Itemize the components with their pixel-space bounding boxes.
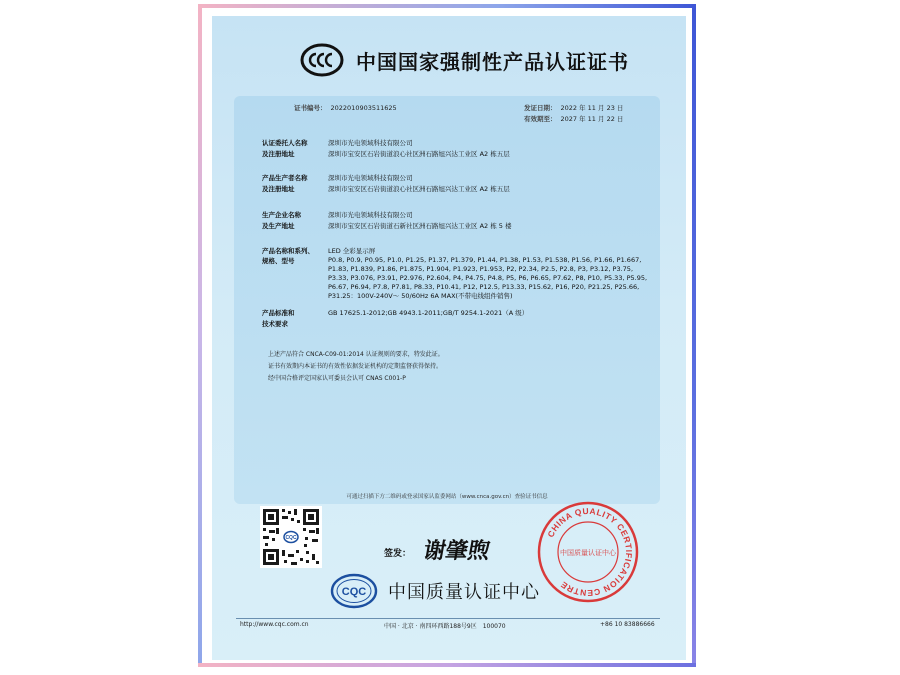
verification-hint: 可通过扫描下方二维码或登录国家认监委网站（www.cnca.gov.cn）查验证书信息	[346, 494, 548, 500]
signature: 谢肇煦	[421, 538, 493, 564]
issuer-name: 中国质量认证中心	[388, 582, 540, 603]
certificate-content-panel	[234, 96, 660, 504]
signature-label: 签发：	[384, 549, 412, 559]
note-line-2: 证书有效期内本证书的有效性依据发证机构的定期监督获得保持。	[268, 363, 443, 370]
product-models: P0.8, P0.9, P0.95, P1.0, P1.25, P1.37, P1.379, P1.44, P1.38, P1.53, P1.538, P1.56, P1.66, P1.667, P1.83, P1.839, P1.86, P1.875, P1.904, P1.923, P1.953, P2, P2.34, P2.5, P2.8, P3, P3.12, P3.75, P3.33, P3.076, P3.91, P2.976, P2.604, P4, P4.75, P4.8, P5, P6, P6.65, P7.62, P8, P10, P5.33, P5.95, P6.67, P6.94, P7.8, P7.81, P8.33, P10.41, P12, P12.5, P13.33, P15.62, P16, P20, P21.25, P25.66, P31.25：100V-240V～ 50/60Hz 6A MAX(不带电线组件销售)	[328, 256, 648, 300]
certificate-number-value: 2022010903511625	[330, 104, 397, 112]
qr-code-icon[interactable]	[260, 506, 322, 568]
frame-top-border	[198, 4, 696, 8]
product-model-label: 规格、型号	[262, 257, 295, 265]
official-seal-icon	[536, 500, 640, 604]
factory-address: 深圳市宝安区石岩街道石新社区洲石路旭兴达工业区 A2 栋 5 楼	[328, 222, 512, 230]
footer-divider	[236, 618, 660, 619]
note-line-1: 上述产品符合 CNCA-C09-01:2014 认证规则的要求，特发此证。	[268, 351, 444, 358]
manufacturer-name: 深圳市光电领域科技有限公司	[328, 174, 413, 182]
cqc-logo-icon	[330, 572, 378, 610]
frame-left-border	[198, 4, 202, 667]
issue-date	[524, 103, 623, 112]
applicant-address-label: 及注册地址	[262, 150, 295, 158]
footer-website[interactable]: http://www.cqc.com.cn	[240, 621, 309, 628]
applicant-address: 深圳市宝安区石岩街道浪心社区洲石路旭兴达工业区 A2 栋五层	[328, 150, 510, 158]
product-name: LED 全彩显示屏	[328, 247, 376, 255]
technical-requirements-label: 技术要求	[262, 320, 288, 328]
factory-name: 深圳市光电领域科技有限公司	[328, 211, 413, 219]
certificate-header	[300, 40, 629, 80]
svg-text:CQC: CQC	[341, 586, 367, 598]
valid-date	[524, 114, 623, 123]
svg-text:CQC: CQC	[285, 535, 297, 541]
factory-address-label: 及生产地址	[262, 222, 295, 230]
issue-date-value: 2022 年 11 月 23 日	[560, 104, 624, 112]
note-line-3: 经中国合格评定国家认可委员会认可 CNAS C001-P	[268, 375, 406, 382]
valid-date-label: 有效期至：	[524, 115, 557, 123]
standard-label: 产品标准和	[262, 309, 295, 317]
valid-date-value: 2027 年 11 月 22 日	[560, 115, 624, 123]
certificate-number	[294, 103, 397, 112]
issue-date-label: 发证日期：	[524, 104, 557, 112]
applicant-label: 认证委托人名称	[262, 139, 308, 147]
standard-value: GB 17625.1-2012;GB 4943.1-2011;GB/T 9254.1-2021（A 级）	[328, 309, 529, 317]
manufacturer-address-label: 及注册地址	[262, 185, 295, 193]
certificate-title: 中国国家强制性产品认证证书	[356, 49, 629, 74]
footer-address: 中国 · 北京 · 南四环西路188号9区 100070	[384, 623, 506, 630]
svg-text:中国质量认证中心: 中国质量认证中心	[560, 549, 616, 557]
svg-text:CHINA QUALITY CERTIFICATION CE: CHINA QUALITY CERTIFICATION CENTRE	[545, 505, 635, 599]
certificate-number-label: 证书编号：	[294, 104, 327, 112]
certificate	[212, 16, 686, 660]
factory-label: 生产企业名称	[262, 211, 301, 219]
issuer-block	[330, 572, 540, 610]
manufacturer-address: 深圳市宝安区石岩街道浪心社区洲石路旭兴达工业区 A2 栋五层	[328, 185, 510, 193]
footer-phone: +86 10 83886666	[600, 621, 655, 628]
ccc-logo-icon	[300, 43, 344, 77]
applicant-name: 深圳市光电领域科技有限公司	[328, 139, 413, 147]
svg-text:CCC: CCC	[322, 76, 325, 77]
product-label: 产品名称和系列、	[262, 247, 314, 255]
frame-bottom-border	[198, 663, 696, 667]
manufacturer-label: 产品生产者名称	[262, 174, 308, 182]
frame-right-border	[692, 4, 696, 667]
